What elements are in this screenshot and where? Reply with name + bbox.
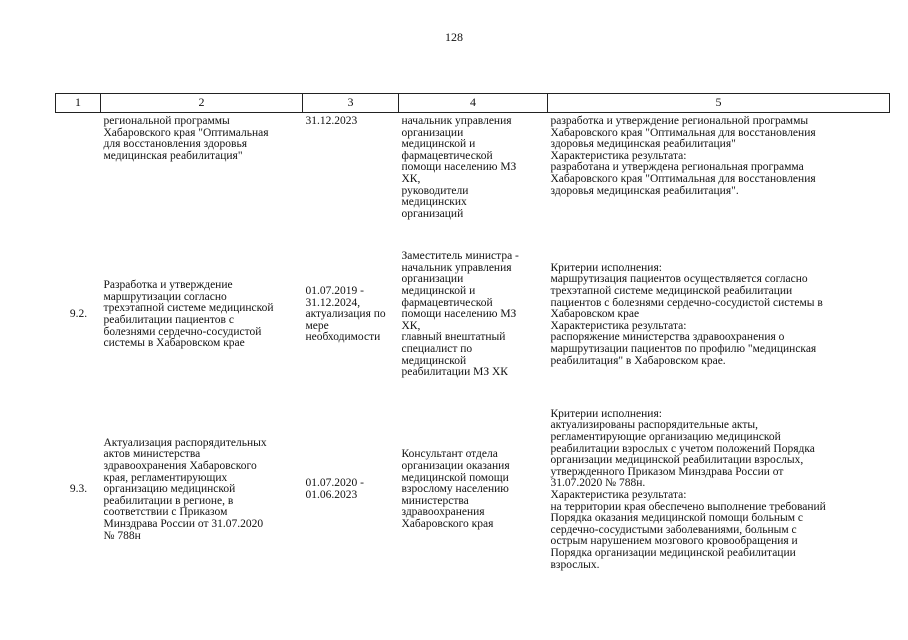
page-number: 128 (445, 30, 463, 44)
action-plan-table (55, 93, 890, 590)
responsible-party: Заместитель министра - начальник управления организации медицинской и фармацевтической помощи населению МЗ ХК, главный внештатный специалист по медицинской реабилитации МЗ ХК (401, 250, 519, 379)
table-header-row (56, 94, 890, 113)
column-header-5: 5 (548, 94, 890, 113)
measure-name: Актуализация распорядительных актов министерства здравоохранения Хабаровского края, регламентирующих организацию медицинской реабилитации в регионе, в соответствии с Приказом Минздрава России от 31.07.2020 № 788н (103, 436, 267, 542)
responsible-party: начальник управления организации медицинской и фармацевтической помощи населению МЗ ХК, руководители медицинских организаций (401, 115, 517, 220)
deadline: 31.12.2023 (305, 115, 358, 127)
table-row (56, 390, 890, 590)
row-number (56, 113, 101, 241)
deadline: 01.07.2019 - 31.12.2024, актуализация по мере необходимости (305, 285, 386, 344)
deadline: 01.07.2020 - 01.06.2023 (305, 477, 364, 501)
expected-result: Критерии исполнения: актуализированы распорядительные акты, регламентирующие организацию медицинской реабилитации взрослых с учетом положений Порядка организации медицинской реабилитации взрослых, утвержденного Приказом Минздрава России от 31.07.2020 № 788н. Характеристика результата: на территории края обеспечено выполнение требований Порядка оказания медицинской помощи больным с сердечно-сосудистыми заболеваниями, больным с острым нарушением мозгового кровообращения и Порядка организации медицинской реабилитации взрослых. (550, 407, 826, 571)
row-number: 9.3. (69, 483, 88, 496)
column-header-1: 1 (56, 94, 101, 113)
column-header-2: 2 (101, 94, 303, 113)
responsible-party: Консультант отдела организации оказания медицинской помощи взрослому населению министерства здравоохранения Хабаровского края (401, 448, 510, 530)
column-header-3: 3 (303, 94, 399, 113)
measure-name: Разработка и утверждение маршрутизации согласно трехэтапной системе медицинской реабилитации пациентов с болезнями сердечно-сосудистой системы в Хабаровском крае (103, 279, 274, 350)
measure-name: региональной программы Хабаровского края "Оптимальная для восстановления здоровья медицинская реабилитация" (103, 115, 269, 162)
table-row (56, 240, 890, 390)
column-header-4: 4 (399, 94, 548, 113)
expected-result: разработка и утверждение региональной программы Хабаровского края "Оптимальная для восстановления здоровья медицинская реабилитация" Характеристика результата: разработана и утверждена региональная программа Хабаровского края "Оптимальная для восстановления здоровья медицинская реабилитация". (550, 115, 816, 197)
row-number: 9.2. (69, 308, 88, 321)
expected-result: Критерии исполнения: маршрутизация пациентов осуществляется согласно трехэтапной системе медицинской реабилитации пациентов с болезнями сердечно-сосудистой системы в Хабаровском крае Характеристика результата: распоряжение министерства здравоохранения о маршрутизации пациентов по профилю "медицинская реабилитация" в Хабаровском крае. (550, 261, 823, 367)
table-row (56, 113, 890, 241)
